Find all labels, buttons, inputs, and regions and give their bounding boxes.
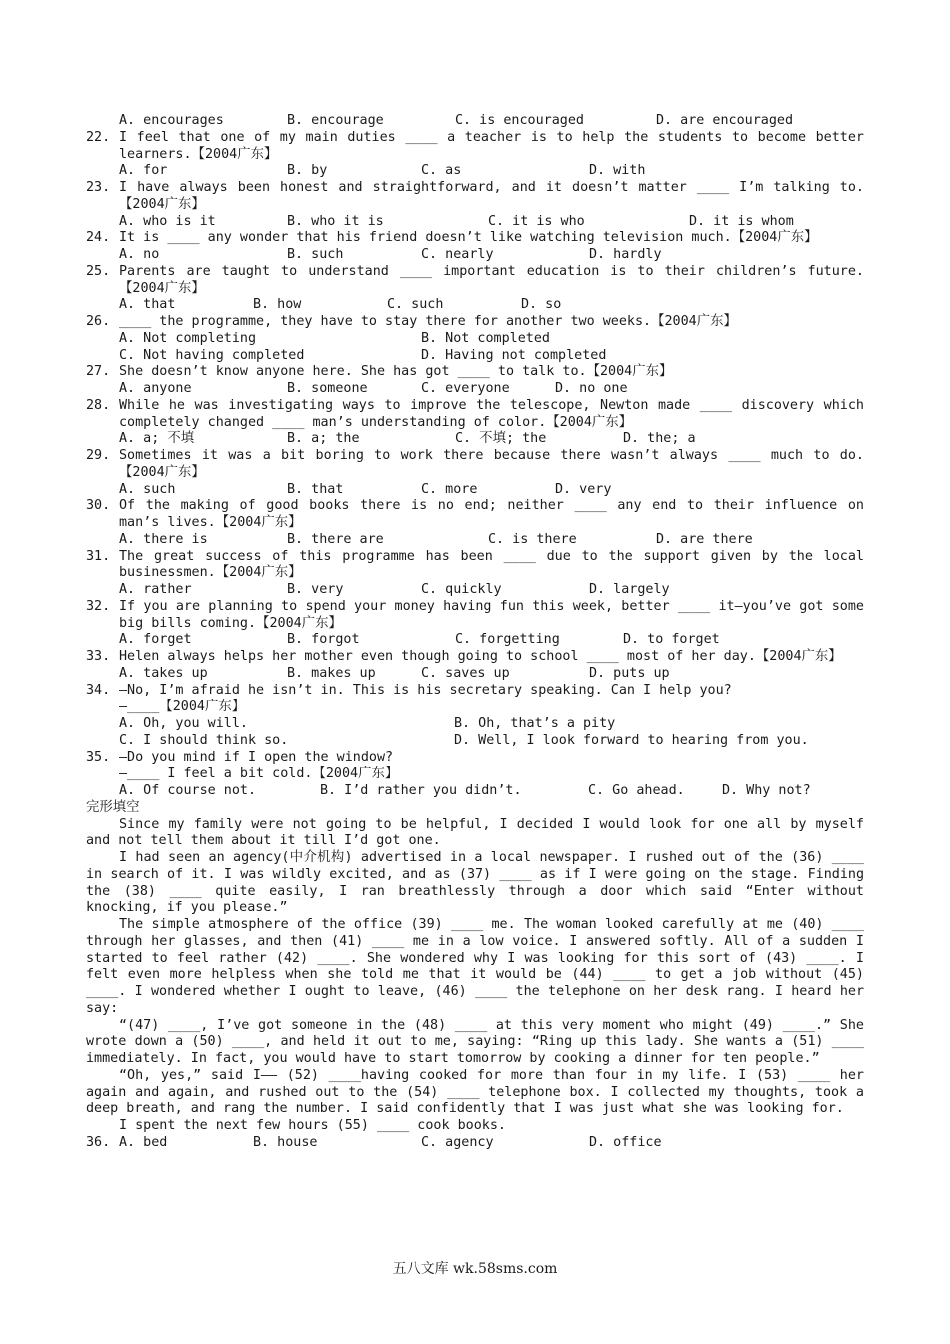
option: B. that: [287, 481, 344, 497]
option: A. there is: [119, 531, 208, 547]
cloze-paragraph: I spent the next few hours (55) ____ cook books.: [119, 1118, 506, 1133]
options-row: [86, 331, 864, 348]
option: D. hardly: [589, 247, 662, 262]
option: B. forgot: [287, 632, 360, 648]
question-35: [86, 750, 864, 800]
cloze-title: 完形填空: [86, 799, 140, 815]
cloze-paragraph: “(47) ____, I’ve got someone in the (48) ____ at this very moment who might (49) ____.” She wrote down a (50) ____, and held it out to me, saying: “Ring up this lady. She wants a (51) ____ immediately. In fact, you would have to start tomorrow by cooking a dinner for ten people.”: [86, 1017, 864, 1066]
q34-options-row2: [86, 733, 864, 750]
option: C. nearly: [421, 247, 494, 262]
option: B. very: [287, 582, 344, 597]
question-text: ____ the programme, they have to stay there for another two weeks.【2004广东】: [119, 314, 737, 329]
option: D. it is whom: [689, 213, 794, 229]
option: D. so: [521, 297, 562, 313]
q34-options-row1: [86, 716, 864, 733]
question-text: It is ____ any wonder that his friend doesn’t like watching television much.【2004广东】: [119, 230, 818, 246]
question-list: [86, 130, 864, 683]
question-number: 35.: [86, 749, 111, 765]
option: B. makes up: [287, 665, 376, 681]
options-row: [86, 482, 864, 499]
option: D. puts up: [589, 665, 670, 681]
options-row: [86, 348, 864, 365]
option: B. who it is: [287, 213, 384, 229]
question-number: 22.: [86, 129, 111, 145]
question-27: [86, 364, 864, 398]
option: A. a; 不填: [119, 431, 195, 447]
question-number: 33.: [86, 649, 111, 664]
question-29: [86, 448, 864, 498]
option: C. Go ahead.: [588, 783, 685, 798]
option: C. more: [421, 481, 478, 497]
option: D. Having not completed: [421, 347, 607, 363]
option: D. no one: [555, 381, 628, 396]
options-row: [86, 247, 864, 264]
option: D. office: [589, 1134, 662, 1150]
question-text: —No, I’m afraid he isn’t in. This is his secretary speaking. Can I help you?: [119, 682, 732, 698]
options-row: [86, 632, 864, 649]
question-number: 30.: [86, 498, 111, 514]
question-31: [86, 549, 864, 599]
question-text: Helen always helps her mother even though going to school ____ most of her day.【2004广东】: [119, 649, 842, 664]
option: C. everyone: [421, 381, 510, 396]
option: B. encourage: [287, 113, 384, 128]
option: C. agency: [421, 1134, 494, 1150]
option: C. is encouraged: [455, 113, 584, 128]
question-number: 24.: [86, 230, 111, 246]
option: D. with: [589, 163, 646, 179]
cloze-paragraph: Since my family were not going to be helpful, I decided I would look for one all by myself and not tell them about it till I’d got one.: [86, 816, 864, 849]
option: C. it is who: [488, 213, 585, 229]
option: C. 不填; the: [455, 431, 547, 447]
option: C. as: [421, 163, 462, 179]
options-row: [86, 431, 864, 448]
options-row: [86, 666, 864, 683]
question-26: [86, 314, 864, 364]
question-number: 27.: [86, 364, 111, 380]
option: A. Not completing: [119, 330, 257, 346]
options-row: [86, 163, 864, 180]
options-row: [86, 214, 864, 231]
option: A. forget: [119, 632, 192, 648]
option: A. encourages: [119, 113, 224, 128]
options-row: [86, 532, 864, 549]
option: B. Oh, that’s a pity: [454, 716, 616, 731]
option: C. Not having completed: [119, 347, 305, 363]
question-text: —____ I feel a bit cold.【2004广东】: [119, 766, 399, 782]
question-34: [86, 683, 864, 750]
question-28: [86, 398, 864, 448]
question-25: [86, 264, 864, 314]
cloze-paragraph: I had seen an agency(中介机构) advertised in a local newspaper. I rushed out of the (36) ____ in search of it. I was wildly excited, and as (37) ____ as if I were going on the stage. Finding the (38) ____ quite easily, I ran breathlessly through a door which said “Enter without knocking, if you please.”: [86, 850, 864, 916]
option: C. forgetting: [455, 632, 560, 648]
question-22: [86, 130, 864, 180]
options-row: [86, 381, 864, 398]
question-number: 31.: [86, 548, 111, 564]
question-33: [86, 649, 864, 683]
question-text: If you are planning to spend your money having fun this week, better ____ it—you’ve got some big bills coming.【2004广东】: [119, 598, 864, 631]
option: B. how: [253, 297, 302, 313]
option: A. that: [119, 297, 176, 313]
question-text: She doesn’t know anyone here. She has got ____ to talk to.【2004广东】: [119, 364, 673, 380]
option: D. largely: [589, 582, 670, 597]
option: C. I should think so.: [119, 732, 289, 748]
option: B. I’d rather you didn’t.: [320, 783, 522, 798]
option: B. Not completed: [421, 330, 550, 346]
q21-options: [86, 113, 864, 130]
option: A. anyone: [119, 381, 192, 396]
option: D. Well, I look forward to hearing from you.: [454, 732, 809, 748]
question-text: While he was investigating ways to improve the telescope, Newton made ____ discovery which completely changed ____ man’s understanding of color.【2004广东】: [119, 397, 864, 430]
option: C. quickly: [421, 582, 502, 597]
option: C. saves up: [421, 665, 510, 681]
question-number: 26.: [86, 314, 111, 329]
question-number: 34.: [86, 682, 111, 698]
footer-watermark: 五八文库 wk.58sms.com: [392, 1261, 558, 1277]
option: B. such: [287, 247, 344, 262]
question-number: 25.: [86, 263, 111, 279]
option: A. bed: [119, 1134, 168, 1150]
option: D. very: [555, 481, 612, 497]
question-30: [86, 498, 864, 548]
question-36: [86, 1135, 864, 1152]
question-text: Of the making of good books there is no end; neither ____ any end to their influence on man’s lives.【2004广东】: [119, 498, 864, 530]
options-row: [86, 582, 864, 599]
question-23: [86, 180, 864, 230]
option: A. who is it: [119, 213, 216, 229]
question-text: I feel that one of my main duties ____ a teacher is to help the students to become better learners.【2004广东】: [119, 129, 864, 162]
cloze-paragraph: “Oh, yes,” said I—— (52) ____having cooked for more than four in my life. I (53) ____ her again and again, and rushed out to the (54) ____ telephone box. I collected my thoughts, took a deep breath, and rang the number. I said confidently that I was just what she was looking for.: [86, 1067, 864, 1117]
question-text: I have always been honest and straightforward, and it doesn’t matter ____ I’m talking to.【2004广东】: [119, 180, 864, 212]
q35-options: [86, 783, 864, 800]
question-24: [86, 230, 864, 264]
option: A. rather: [119, 582, 192, 597]
option: A. for: [119, 163, 168, 179]
question-text: Parents are taught to understand ____ important education is to their children’s future.【2004广东】: [119, 263, 864, 296]
option: D. are encouraged: [656, 113, 794, 128]
document-body: [86, 113, 864, 1152]
question-number: 29.: [86, 448, 111, 463]
question-text: —Do you mind if I open the window?: [119, 749, 394, 765]
option: B. someone: [287, 381, 368, 396]
option: D. the; a: [623, 431, 696, 447]
option: D. Why not?: [722, 783, 811, 798]
option: B. a; the: [287, 431, 360, 447]
option: B. by: [287, 163, 328, 179]
option: A. Of course not.: [119, 783, 257, 798]
option: A. such: [119, 481, 176, 497]
option: C. such: [387, 297, 444, 313]
option: A. takes up: [119, 665, 208, 681]
cloze-paragraph: The simple atmosphere of the office (39) ____ me. The woman looked carefully at me (40) ____ through her glasses, and then (41) ____ me in a low voice. I answered softly. All of a sudden I started to feel rather (42) ____. She wondered why I was looking for this sort of (43) ____. I felt even more helpless when she told me that it would be (44) ____ to get a job without (45) ____. I wondered whether I ought to leave, (46) ____ the telephone on her desk rang. I heard her say:: [86, 917, 864, 1016]
question-text: Sometimes it was a bit boring to work there because there wasn’t always ____ much to do.【2004广东】: [119, 448, 864, 480]
option: B. house: [253, 1134, 318, 1150]
question-text: —____【2004广东】: [119, 699, 246, 715]
question-32: [86, 599, 864, 649]
option: C. is there: [488, 531, 577, 547]
options-row: [86, 297, 864, 314]
question-number: 32.: [86, 598, 111, 614]
question-number: 28.: [86, 397, 111, 413]
option: D. to forget: [623, 632, 720, 648]
question-number: 36.: [86, 1134, 111, 1150]
cloze-passage: [86, 817, 864, 1135]
question-text: The great success of this programme has been ____ due to the support given by the local businessmen.【2004广东】: [119, 548, 864, 581]
question-number: 23.: [86, 180, 111, 195]
option: A. Oh, you will.: [119, 716, 248, 731]
option: A. no: [119, 247, 160, 262]
option: D. are there: [656, 531, 753, 547]
option: B. there are: [287, 531, 384, 547]
